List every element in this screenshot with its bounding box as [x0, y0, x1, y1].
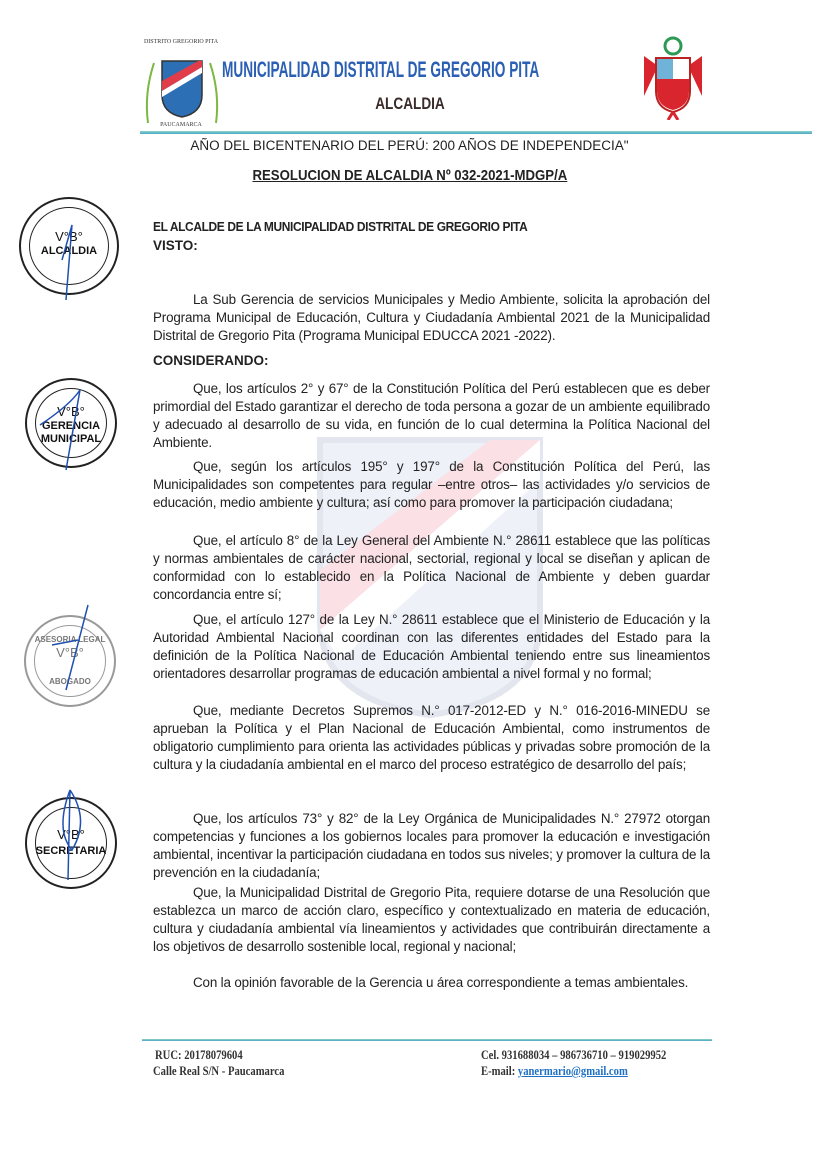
considerando-paragraph: Que, los artículos 73° y 82° de la Ley Orgánica de Municipalidades N.° 27972 otorgan competencias y funciones a los gobiernos locales para promover la educación e investigación ambiental, incentivar la participación ciudadana en todos sus niveles; y promover la cultura de la prevención en la ciudadanía; — [153, 811, 710, 880]
resolution-title — [0, 167, 819, 185]
peru-coat-of-arms-icon — [638, 36, 708, 120]
footer-ruc: RUC: 20178079604 — [155, 1048, 243, 1062]
svg-text:DISTRITO GREGORIO PITA: DISTRITO GREGORIO PITA — [143, 39, 219, 45]
resolution-title-text: RESOLUCION DE ALCALDIA Nº 032-2021-MDGP/A — [252, 167, 567, 184]
header-divider — [140, 131, 812, 134]
institution-title: MUNICIPALIDAD DISTRITAL DE GREGORIO PITA — [222, 57, 540, 82]
stamp-vb: V°B° — [57, 827, 85, 842]
considerando-paragraph: Que, el artículo 8° de la Ley General del Ambiente N.° 28611 establece que las políticas y normas ambientales de carácter nacional, sectorial, regional y local se diseñan y aplican de conformidad con lo establecido en la Política Nacional de Ambiente y deben guardar concordancia entre sí; — [153, 533, 710, 602]
email-label: E-mail: — [481, 1064, 516, 1078]
footer-phones: Cel. 931688034 – 986736710 – 919029952 — [481, 1048, 667, 1062]
footer-divider — [142, 1039, 712, 1041]
stamp-label: ALCALDIA — [40, 245, 98, 257]
stamp-label: MUNICIPAL — [40, 433, 102, 445]
footer-email — [481, 1064, 628, 1079]
visto-paragraph: La Sub Gerencia de servicios Municipales y Medio Ambiente, solicita la aprobación del Programa Municipal de Educación, Cultura y Ciudadanía Ambiental 2021 de la Municipalidad Distrital de Gregorio Pita (Programa Municipal EDUCCA 2021 -2022). — [153, 292, 710, 343]
institution-subtitle: ALCALDIA — [375, 94, 445, 113]
addressee: EL ALCALDE DE LA MUNICIPALIDAD DISTRITAL DE GREGORIO PITA — [153, 219, 528, 234]
stamp-label: ABOGADO — [49, 677, 91, 686]
municipal-logo-icon — [140, 33, 222, 128]
year-motto: AÑO DEL BICENTENARIO DEL PERÚ: 200 AÑOS DE INDEPENDECIA" — [190, 138, 629, 153]
svg-text:PAUCAMARCA: PAUCAMARCA — [160, 122, 202, 128]
stamp-label: GERENCIA — [41, 420, 101, 432]
considerando-paragraph: Que, el artículo 127° de la Ley N.° 28611 establece que el Ministerio de Educación y la Autoridad Ambiental Nacional coordinan con las diferentes entidades del Estado para la definición de la Política Nacional de Educación Ambiental teniendo entre sus lineamientos orientadores desarrollar programas de educación ambiental a nivel formal y no formal; — [153, 612, 710, 681]
considerando-paragraph: Que, según los artículos 195° y 197° de la Constitución Política del Perú, las Municipalidades son competentes para regular –entre otros– las actividades y/o servicios de educación, medio ambiente y cultura; así como para promover la participación ciudadana; — [153, 459, 710, 510]
considerando-heading: CONSIDERANDO: — [153, 353, 269, 368]
considerando-paragraph: Con la opinión favorable de la Gerencia u área correspondiente a temas ambientales. — [193, 975, 689, 990]
stamp-label: SECRETARIA — [35, 845, 107, 857]
email-link[interactable]: yanermario@gmail.com — [517, 1064, 628, 1078]
footer-address: Calle Real S/N - Paucamarca — [153, 1064, 285, 1078]
stamp-vb: V°B° — [55, 229, 83, 244]
considerando-paragraph: Que, los artículos 2° y 67° de la Constitución Política del Perú establecen que es deber primordial del Estado garantizar el derecho de toda persona a gozar de un ambiente equilibrado y adecuado al desarrollo de su vida, en función de lo cual determina la Política Nacional del Ambiente. — [153, 381, 710, 450]
considerando-paragraph: Que, mediante Decretos Supremos N.° 017-2012-ED y N.° 016-2016-MINEDU se aprueban la Política y el Plan Nacional de Educación Ambiental, como instrumentos de obligatorio cumplimiento para orienta las actividades públicas y privadas sobre promoción de la cultura y la ciudadanía ambiental en el marco del proceso estratégico de desarrollo del país; — [153, 703, 710, 772]
stamp-vb: V°B° — [56, 645, 84, 660]
visto-heading: VISTO: — [153, 238, 198, 253]
stamp-vb: V°B° — [57, 404, 85, 419]
signature-icon — [0, 190, 140, 910]
stamp-label: ASESORIA LEGAL — [34, 635, 106, 644]
considerando-paragraph: Que, la Municipalidad Distrital de Gregorio Pita, requiere dotarse de una Resolución que establezca un marco de acción claro, específico y contextualizado en materia de educación, cultura y ciudadanía ambiental vía lineamientos y actividades que contribuirán directamente a los objetivos de desarrollo sostenible local, regional y nacional; — [153, 885, 710, 954]
